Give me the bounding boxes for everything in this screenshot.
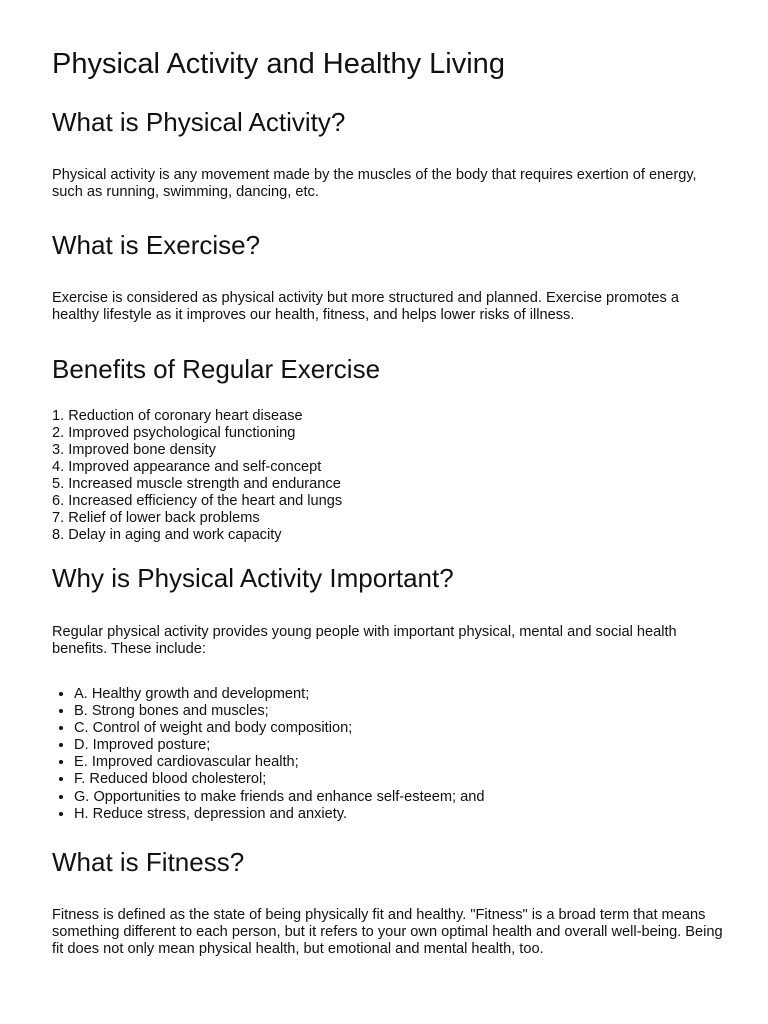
list-item: • C. Control of weight and body composition; xyxy=(74,720,484,737)
paragraph-exercise: Exercise is considered as physical activity but more structured and planned. Exercise promotes a healthy lifestyle as it improves our health, fitness, and helps lower risks of illness. xyxy=(52,290,680,323)
list-item: 4. Improved appearance and self-concept xyxy=(52,459,322,475)
heading-exercise: What is Exercise? xyxy=(52,230,261,260)
benefits-list xyxy=(52,408,342,544)
list-item: 6. Increased efficiency of the heart and lungs xyxy=(52,493,343,509)
importance-list xyxy=(52,686,484,823)
heading-physical-activity: What is Physical Activity? xyxy=(52,107,346,137)
list-item: 1. Reduction of coronary heart disease xyxy=(52,408,303,424)
heading-importance: Why is Physical Activity Important? xyxy=(52,563,454,593)
list-item: • F. Reduced blood cholesterol; xyxy=(74,771,484,788)
paragraph-importance: Regular physical activity provides young people with important physical, mental and social health benefits. These include: xyxy=(52,624,677,657)
list-item: • B. Strong bones and muscles; xyxy=(74,703,484,720)
list-item: • D. Improved posture; xyxy=(74,737,484,754)
list-item: 3. Improved bone density xyxy=(52,442,216,458)
list-item: 5. Increased muscle strength and endurance xyxy=(52,476,341,492)
list-item: 7. Relief of lower back problems xyxy=(52,510,260,526)
list-item: • E. Improved cardiovascular health; xyxy=(74,754,484,771)
list-item: • H. Reduce stress, depression and anxiety. xyxy=(74,806,484,823)
list-item: 8. Delay in aging and work capacity xyxy=(52,527,282,543)
paragraph-fitness: Fitness is defined as the state of being physically fit and healthy. "Fitness" is a broad term that means something different to each person, but it refers to your own optimal health and overall well-being. Being fit does not only mean physical health, but emotional and mental health, too. xyxy=(52,907,723,957)
document-title: Physical Activity and Healthy Living xyxy=(52,48,505,80)
heading-benefits: Benefits of Regular Exercise xyxy=(52,354,381,384)
heading-fitness: What is Fitness? xyxy=(52,847,245,877)
list-item: • A. Healthy growth and development; xyxy=(74,686,484,703)
paragraph-physical-activity: Physical activity is any movement made by the muscles of the body that requires exertion of energy, such as running, swimming, dancing, etc. xyxy=(52,167,697,200)
list-item: • G. Opportunities to make friends and enhance self-esteem; and xyxy=(74,789,484,806)
list-item: 2. Improved psychological functioning xyxy=(52,425,296,441)
